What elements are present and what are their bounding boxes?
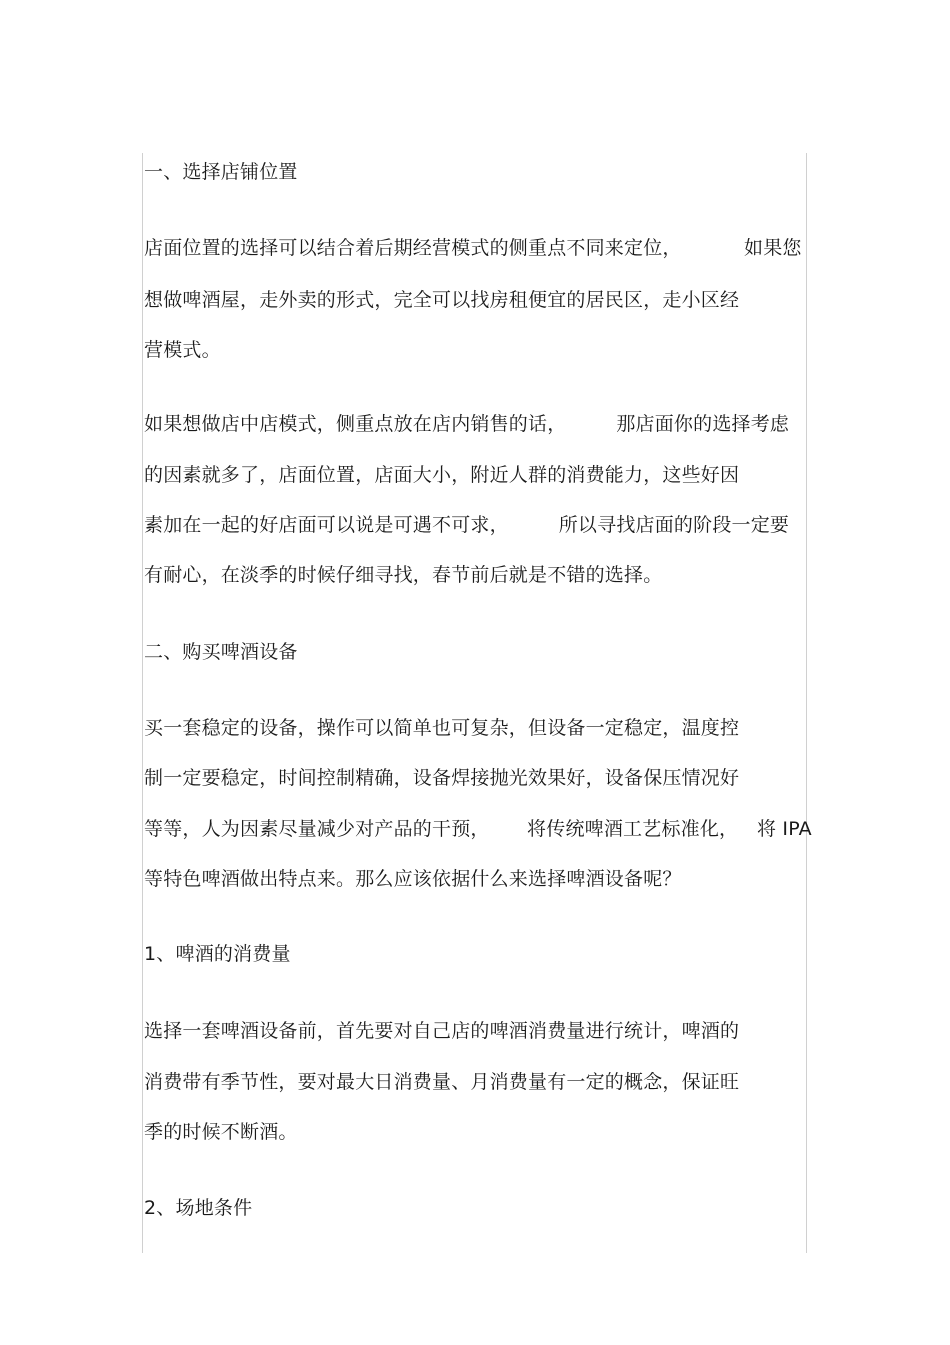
left-margin-rule — [142, 153, 143, 1253]
paragraph-line: 买一套稳定的设备，操作可以简单也可复杂，但设备一定稳定，温度控 — [144, 717, 740, 739]
subheading-beer-consumption: 1、啤酒的消费量 — [144, 943, 291, 965]
paragraph-line: 季的时候不断酒。 — [144, 1121, 298, 1143]
section-heading-store-location: 一、选择店铺位置 — [144, 161, 298, 183]
paragraph-line: 选择一套啤酒设备前，首先要对自己店的啤酒消费量进行统计，啤酒的 — [144, 1020, 740, 1042]
paragraph-line: 的因素就多了，店面位置，店面大小，附近人群的消费能力，这些好因 — [144, 464, 740, 486]
paragraph-line: 制一定要稳定，时间控制精确，设备焊接抛光效果好，设备保压情况好 — [144, 767, 740, 789]
subheading-site-conditions: 2、场地条件 — [144, 1197, 253, 1219]
paragraph-line: 素加在一起的好店面可以说是可遇不可求， 所以寻找店面的阶段一定要 — [144, 514, 790, 536]
right-margin-rule — [806, 153, 807, 1253]
paragraph-line: 想做啤酒屋，走外卖的形式，完全可以找房租便宜的居民区，走小区经 — [144, 289, 740, 311]
paragraph-line: 如果想做店中店模式，侧重点放在店内销售的话， 那店面你的选择考虑 — [144, 413, 790, 435]
paragraph-line: 等等，人为因素尽量减少对产品的干预， 将传统啤酒工艺标准化， 将 IPA — [144, 818, 812, 840]
paragraph-line: 消费带有季节性，要对最大日消费量、月消费量有一定的概念，保证旺 — [144, 1071, 740, 1093]
paragraph-line: 等特色啤酒做出特点来。那么应该依据什么来选择啤酒设备呢？ — [144, 868, 682, 890]
paragraph-line: 营模式。 — [144, 339, 221, 361]
paragraph-line: 店面位置的选择可以结合着后期经营模式的侧重点不同来定位， 如果您 — [144, 237, 802, 259]
section-heading-beer-equipment: 二、购买啤酒设备 — [144, 641, 298, 663]
paragraph-line: 有耐心，在淡季的时候仔细寻找，春节前后就是不错的选择。 — [144, 564, 663, 586]
